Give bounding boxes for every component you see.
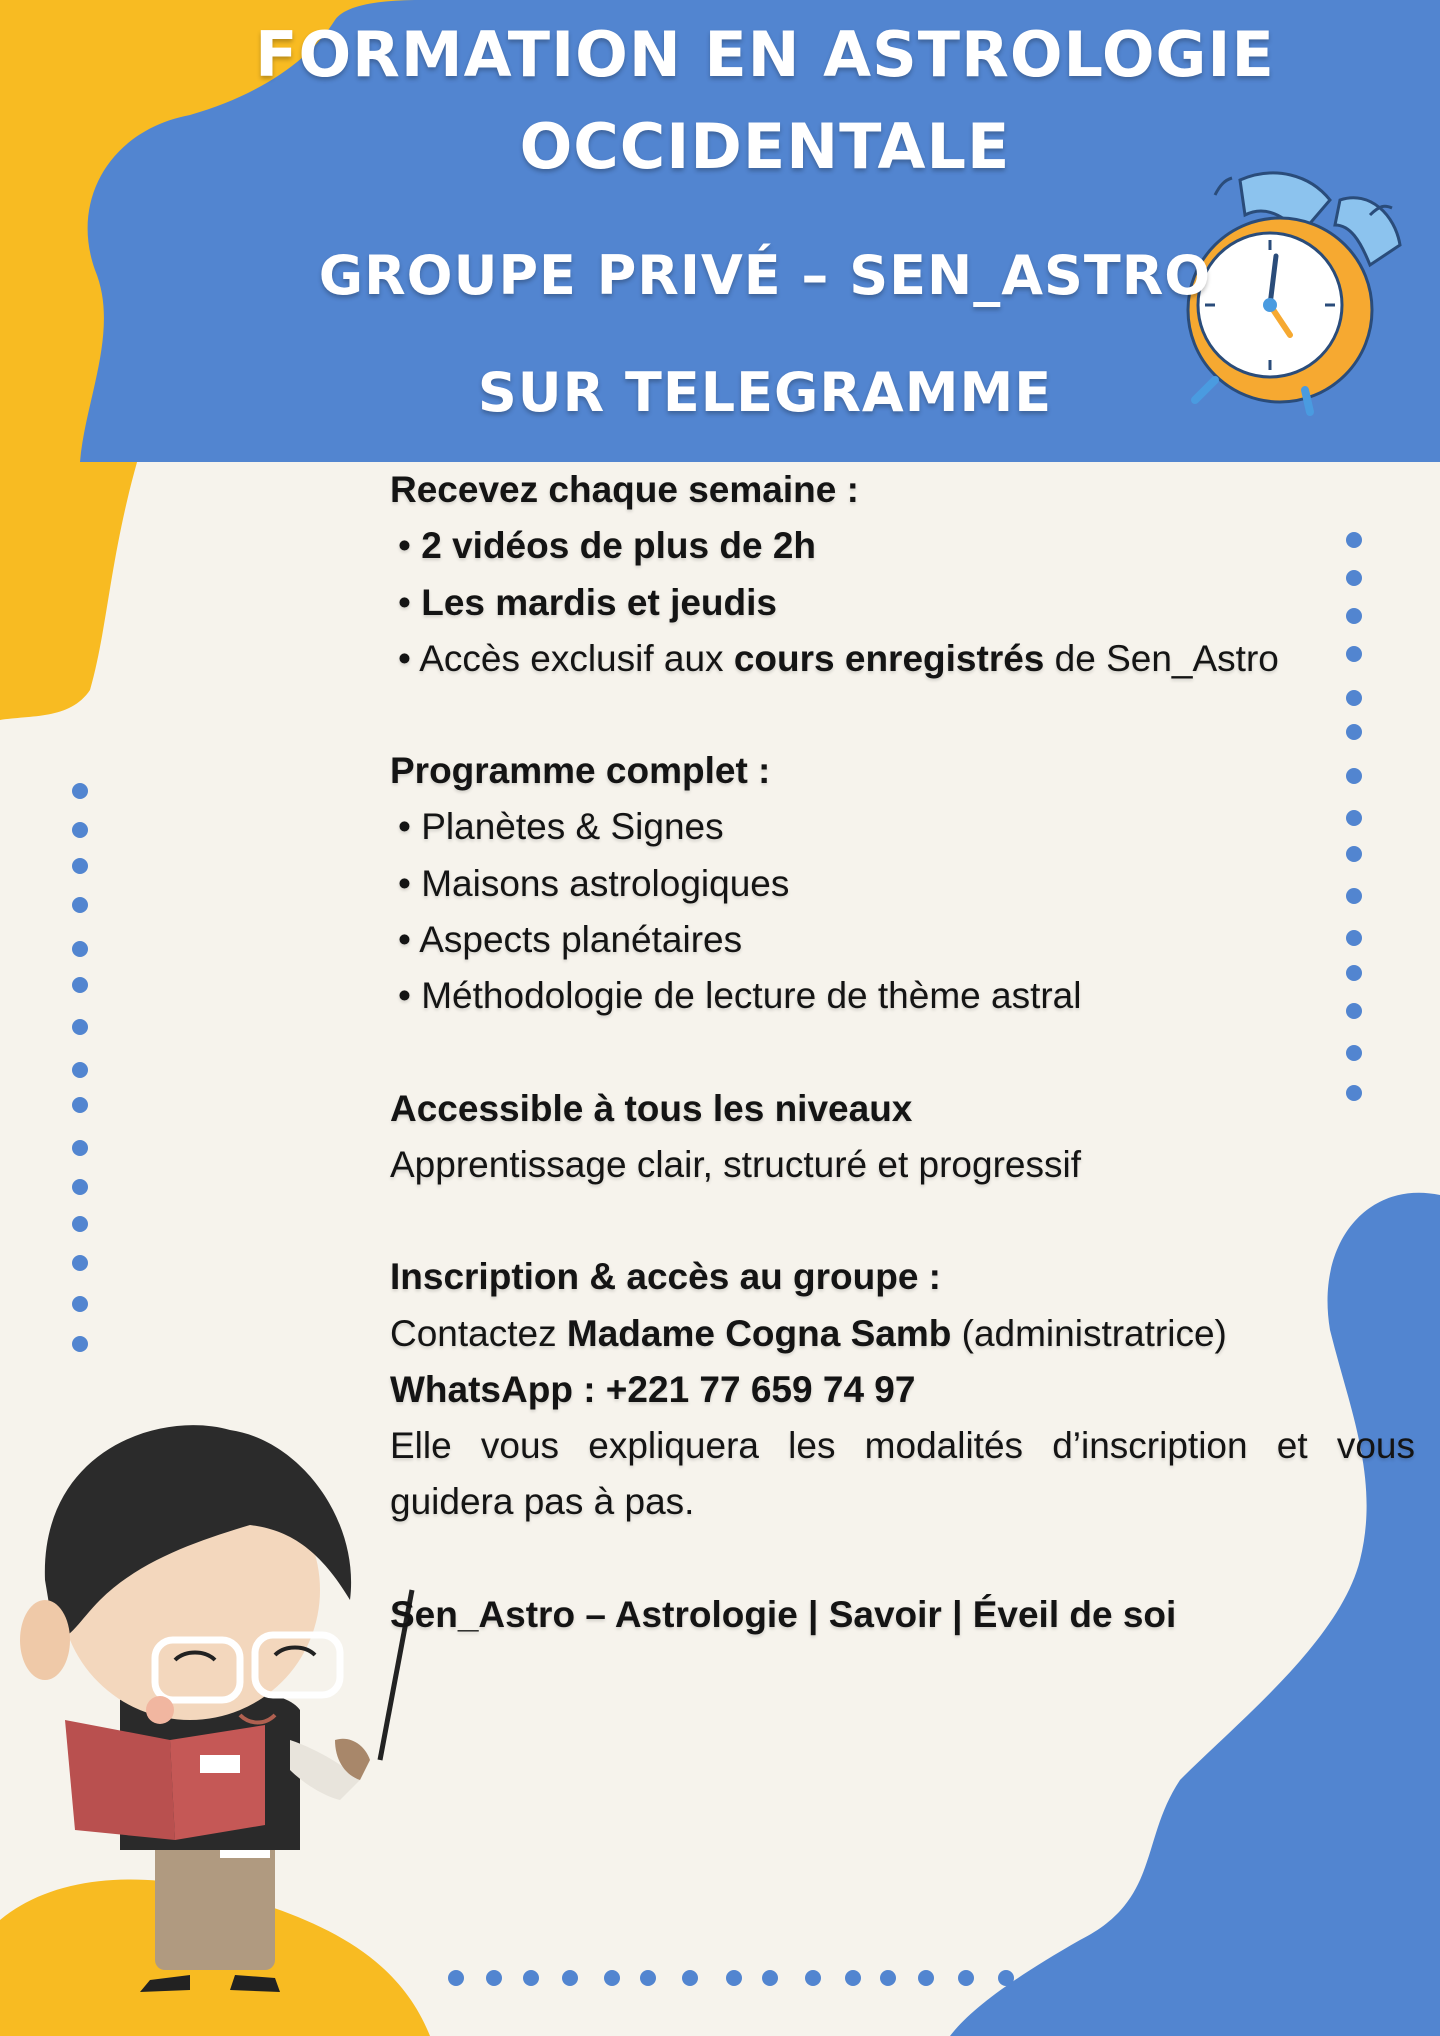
title-line-2: OCCIDENTALE xyxy=(519,110,1011,183)
signup-contact: Contactez Madame Cogna Samb (administratrice) xyxy=(390,1312,1227,1354)
whatsapp-number: WhatsApp : +221 77 659 74 97 xyxy=(390,1368,916,1410)
title-line-1: FORMATION EN ASTROLOGIE xyxy=(255,18,1275,91)
program-heading: Programme complet : xyxy=(390,750,771,792)
program-item: • Aspects planétaires xyxy=(398,919,743,961)
weekly-item: • Accès exclusif aux cours enregistrés de Sen_Astro xyxy=(398,637,1279,679)
weekly-item: • 2 vidéos de plus de 2h xyxy=(398,525,817,567)
main-content xyxy=(390,462,1415,1643)
weekly-item: • Les mardis et jeudis xyxy=(398,581,777,623)
subtitle-line-2: SUR TELEGRAMME xyxy=(477,361,1053,424)
footer-tagline: Sen_Astro – Astrologie | Savoir | Éveil de soi xyxy=(390,1593,1177,1635)
subtitle-line-1: GROUPE PRIVÉ – SEN_ASTRO xyxy=(318,244,1212,307)
signup-heading: Inscription & accès au groupe : xyxy=(390,1256,942,1298)
levels-text: Apprentissage clair, structuré et progressif xyxy=(390,1143,1081,1185)
signup-explain: Elle vous expliquera les modalités d’inscription et vous guidera pas à pas. xyxy=(390,1425,1415,1523)
levels-heading: Accessible à tous les niveaux xyxy=(390,1087,913,1129)
program-item: • Méthodologie de lecture de thème astral xyxy=(398,975,1082,1017)
weekly-heading: Recevez chaque semaine : xyxy=(390,469,859,510)
program-item: • Planètes & Signes xyxy=(398,806,724,848)
program-item: • Maisons astrologiques xyxy=(398,862,790,904)
